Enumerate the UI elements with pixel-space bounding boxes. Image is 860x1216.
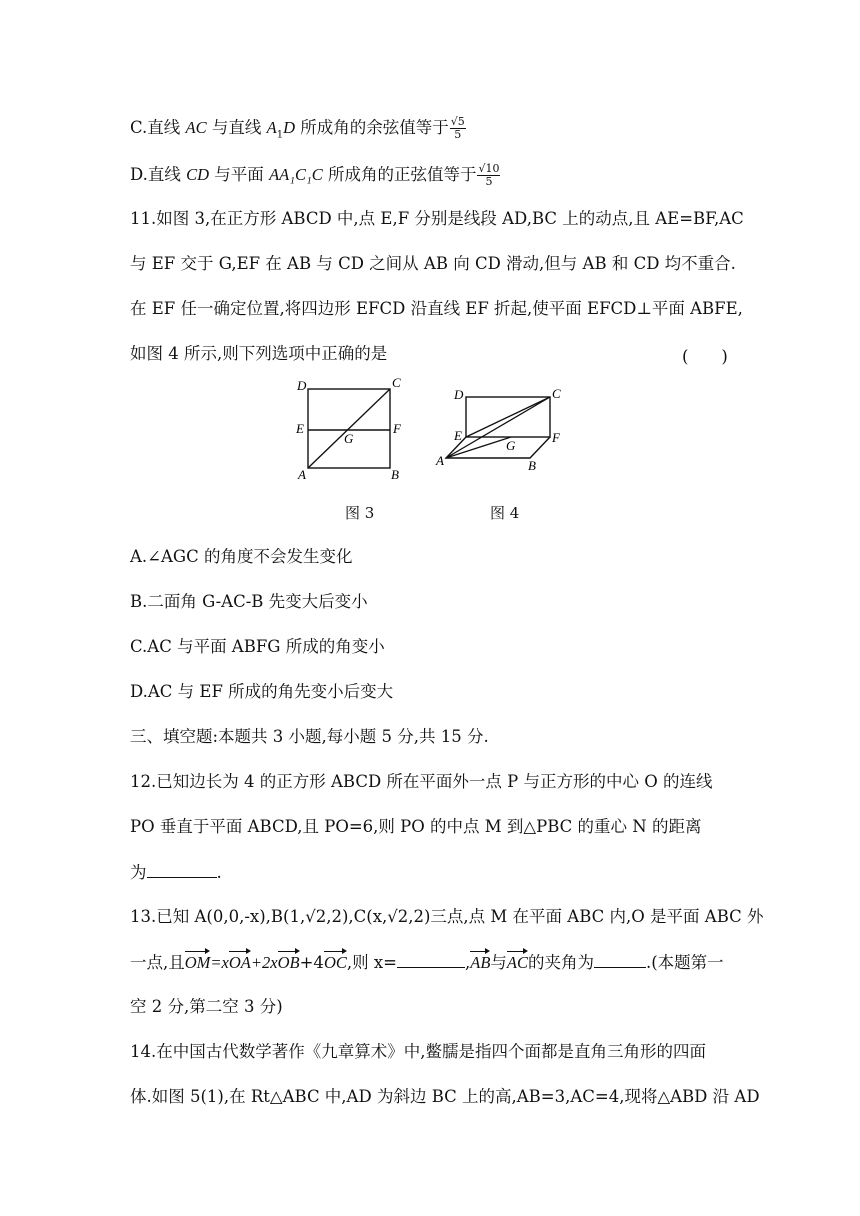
vector-oc: OC: [323, 953, 347, 972]
vector-ob: OB: [277, 953, 300, 972]
vector-oa: OA: [228, 953, 251, 972]
q12-line-3: 为 .: [130, 863, 222, 882]
answer-parentheses: ( ): [682, 347, 728, 366]
q11-option-d: D.AC 与 EF 所成的角先变小后变大: [130, 682, 394, 701]
fig4-label-f: F: [552, 430, 560, 445]
q14-line-2: 体.如图 5(1),在 Rt△ABC 中,AD 为斜边 BC 上的高,AB=3,AC=4,现将△ABD 沿 AD: [130, 1087, 760, 1106]
q10-option-d: D.直线 CD 与平面 AA₁C₁C 所成角的正弦值等于 $\frac{√10}{5}$: [130, 162, 500, 188]
q11-option-a: A.∠AGC 的角度不会发生变化: [130, 547, 353, 566]
fraction-sqrt5-over-5: $\frac{√5}{5}$: [450, 115, 465, 141]
figure-3-square-diagram: [290, 375, 410, 485]
q13-answer-blank-2: [594, 951, 646, 968]
q13-line-1: 13.已知 A(0,0,-x),B(1,√2,2),C(x,√2,2)三点,点 M 在平面 ABC 内,O 是平面 ABC 外: [130, 907, 764, 926]
fig4-label-c: C: [552, 386, 561, 401]
fig3-label-c: C: [392, 375, 401, 390]
q11-option-c: C.AC 与平面 ABFG 所成的角变小: [130, 637, 385, 656]
fig3-label-d: D: [297, 378, 307, 393]
figure-4-folded-diagram: [432, 380, 572, 475]
fig3-label-a: A: [298, 467, 306, 482]
fig3-label-e: E: [296, 421, 304, 436]
fig3-label-g: G: [344, 431, 354, 446]
fig4-label-g: G: [506, 438, 516, 453]
fig3-label-f: F: [393, 421, 401, 436]
q12-line-2: PO 垂直于平面 ABCD,且 PO=6,则 PO 的中点 M 到△PBC 的重心 N 的距离: [130, 817, 702, 836]
figure-4-caption: 图 4: [490, 504, 520, 522]
figure-3-caption: 图 3: [345, 504, 375, 522]
q12-answer-blank: [147, 861, 217, 878]
q11-line-1: 11.如图 3,在正方形 ABCD 中,点 E,F 分别是线段 AD,BC 上的动点,且 AE=BF,AC: [130, 209, 744, 228]
vector-ac: AC: [506, 953, 528, 972]
vector-ab: AB: [470, 953, 491, 972]
q10-option-c: C.直线 AC 与直线 $A_1D$ 所成角的余弦值等于 $\frac{√5}{5}$: [130, 115, 465, 141]
q11-option-b: B.二面角 G-AC-B 先变大后变小: [130, 592, 368, 611]
q12-line-1: 12.已知边长为 4 的正方形 ABCD 所在平面外一点 P 与正方形的中心 O 的连线: [130, 772, 713, 791]
section-3-heading: 三、填空题:本题共 3 小题,每小题 5 分,共 15 分.: [130, 727, 489, 746]
fraction-sqrt10-over-5: $\frac{√10}{5}$: [478, 162, 500, 188]
q11-line-4: 如图 4 所示,则下列选项中正确的是: [130, 344, 388, 363]
fig3-label-b: B: [391, 467, 399, 482]
vector-om: OM: [184, 953, 211, 972]
q13-line-3: 空 2 分,第二空 3 分): [130, 997, 283, 1016]
fig4-label-a: A: [436, 453, 444, 468]
q11-line-2: 与 EF 交于 G,EF 在 AB 与 CD 之间从 AB 向 CD 滑动,但与 AB 和 CD 均不重合.: [130, 254, 736, 273]
fig4-label-d: D: [454, 387, 464, 402]
fig4-label-b: B: [528, 458, 536, 473]
q11-line-3: 在 EF 任一确定位置,将四边形 EFCD 沿直线 EF 折起,使平面 EFCD⊥平面 ABFE,: [130, 299, 743, 318]
fig4-label-e: E: [454, 428, 462, 443]
q13-line-2: 一点,且OM=xOA+2xOB+4OC,则 x= ,AB与AC的夹角为 .(本题第一: [130, 953, 724, 972]
q14-line-1: 14.在中国古代数学著作《九章算术》中,鳖臑是指四个面都是直角三角形的四面: [130, 1042, 706, 1061]
q13-answer-blank-1: [397, 951, 465, 968]
